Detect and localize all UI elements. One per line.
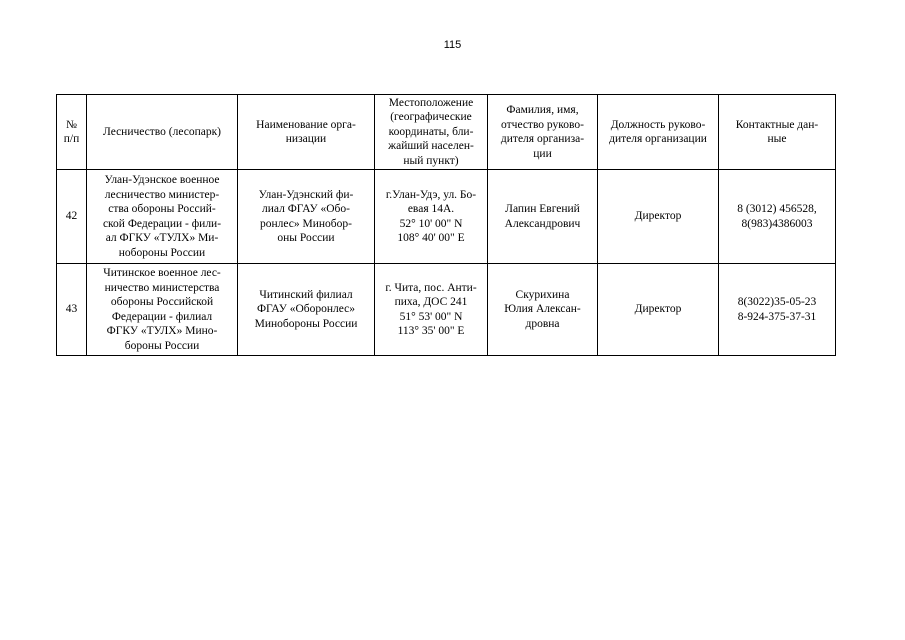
organization-cell: Читинский филиал ФГАУ «Оборонлес» Минобороны России	[238, 264, 375, 356]
location-cell: г. Чита, пос. Анти- пиха, ДОС 241 51° 53' 00" N 113° 35' 00" E	[375, 264, 488, 356]
head-position-cell: Директор	[598, 170, 719, 264]
table-row	[57, 264, 836, 356]
head-name-cell: Лапин Евгений Александрович	[488, 170, 598, 264]
row-number: 43	[57, 264, 87, 356]
row-number: 42	[57, 170, 87, 264]
location-cell: г.Улан-Удэ, ул. Бо- евая 14А. 52° 10' 00" N 108° 40' 00" E	[375, 170, 488, 264]
header-head-position: Должность руково- дителя организации	[598, 95, 719, 170]
head-name-cell: Скурихина Юлия Алексан- дровна	[488, 264, 598, 356]
contacts-cell: 8 (3012) 456528, 8(983)4386003	[719, 170, 836, 264]
header-location: Местоположение (географические координаты, бли- жайший населен- ный пункт)	[375, 95, 488, 170]
forestry-registry-table	[56, 94, 836, 356]
header-head-name: Фамилия, имя, отчество руково- дителя организа- ции	[488, 95, 598, 170]
page-number: 115	[443, 39, 462, 51]
table-header-row	[57, 95, 836, 170]
header-contacts: Контактные дан- ные	[719, 95, 836, 170]
table-row	[57, 170, 836, 264]
header-forestry: Лесничество (лесопарк)	[87, 95, 238, 170]
header-number: № п/п	[57, 95, 87, 170]
organization-cell: Улан-Удэнский фи- лиал ФГАУ «Обо- ронлес» Минобор- оны России	[238, 170, 375, 264]
header-organization: Наименование орга- низации	[238, 95, 375, 170]
contacts-cell: 8(3022)35-05-23 8-924-375-37-31	[719, 264, 836, 356]
forestry-cell: Улан-Удэнское военное лесничество министер- ства обороны Россий- ской Федерации - фили- ал ФГКУ «ТУЛХ» Ми- нобороны России	[87, 170, 238, 264]
head-position-cell: Директор	[598, 264, 719, 356]
forestry-cell: Читинское военное лес- ничество министерства обороны Российской Федерации - филиал ФГКУ «ТУЛХ» Мино- бороны России	[87, 264, 238, 356]
